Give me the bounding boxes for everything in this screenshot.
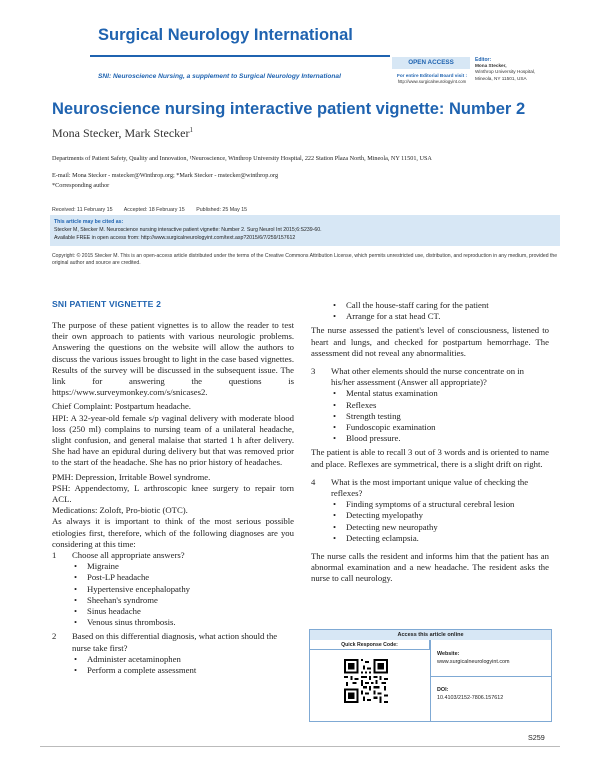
question-number: 4 — [311, 476, 316, 487]
list-item: • Call the house-staff caring for the patient — [333, 300, 549, 311]
author-list — [52, 126, 193, 141]
list-item: • Migraine — [74, 561, 294, 572]
website-label: Website: — [437, 651, 460, 657]
question-number: 2 — [52, 631, 57, 642]
list-item: • Reflexes — [333, 400, 549, 411]
list-item: • Sinus headache — [74, 606, 294, 617]
list-item: • Arrange for a stat head CT. — [333, 311, 549, 322]
question-3-options — [333, 388, 549, 444]
doi-label: DOI: — [437, 687, 449, 693]
corresponding-author-note: *Corresponding author — [52, 182, 110, 189]
question-number: 1 — [52, 550, 57, 561]
journal-subtitle: SNI: Neuroscience Nursing, a supplement to Surgical Neurology International — [98, 73, 341, 80]
right-column — [311, 300, 549, 588]
article-title: Neuroscience nursing interactive patient vignette: Number 2 — [52, 100, 526, 118]
list-item: • Blood pressure. — [333, 433, 549, 444]
citation-box — [50, 215, 560, 246]
list-item: • Perform a complete assessment — [74, 665, 294, 676]
author-emails: E-mail: Mona Stecker - mstecker@Winthrop.org; *Mark Stecker - mstecker@winthrop.org — [52, 172, 279, 179]
question-2-options-left — [74, 654, 294, 676]
section-heading: SNI PATIENT VIGNETTE 2 — [52, 299, 162, 309]
journal-title: Surgical Neurology International — [98, 26, 353, 44]
list-item: • Venous sinus thrombosis. — [74, 617, 294, 628]
list-item: • Administer acetaminophen — [74, 654, 294, 665]
affiliation: Departments of Patient Safety, Quality and Innovation, ¹Neuroscience, Winthrop University Hospital, 222 Station Plaza North, Mineola, NY 11501, USA — [52, 155, 432, 162]
header-divider — [90, 55, 390, 57]
pmh-line: PMH: Depression, Irritable Bowel syndrome. — [52, 471, 211, 482]
list-item: • Post-LP headache — [74, 572, 294, 583]
editor-affiliation-1: Winthrop University Hospital, — [475, 69, 536, 75]
list-item: • Hypertensive encephalopathy — [74, 584, 294, 595]
intro-paragraph: The purpose of these patient vignettes is to allow the reader to test their own approach to patients with various neurologic problems. Answering the questions on the website will allow the authors to discuss the various issues brought to light in the case based vignettes. Results of the survey will be discussed in the subsequent issue. The link for answering the questions is https://www.surveymonkey.com/s/snicases2. — [52, 320, 294, 398]
citation-availability[interactable]: Available FREE in open access from: http://www.surgicalneurologyint.com/text.asp?2015/6/7/259/157612 — [54, 235, 296, 241]
website-link[interactable]: www.surgicalneurologyint.com — [437, 659, 510, 665]
access-article-box — [309, 629, 552, 722]
list-item: • Mental status examination — [333, 388, 549, 399]
question-text: What is the most important unique value of checking the reflexes? — [331, 476, 529, 499]
as-always-paragraph: As always it is important to think of the most serious possible etiologies first, therefore, which of the following diagnoses are you considering at this time: — [52, 516, 294, 549]
page-number: S259 — [528, 733, 545, 742]
question-text: Choose all appropriate answers? — [72, 550, 185, 561]
editor-block — [475, 57, 595, 82]
question-number: 3 — [311, 366, 316, 377]
question-text: Based on this differential diagnosis, what action should the nurse take first? — [72, 631, 278, 653]
authors-text: Mona Stecker, Mark Stecker — [52, 126, 190, 140]
question-2 — [52, 631, 294, 653]
doi-link[interactable]: 10.4103/2152-7806.157612 — [437, 695, 504, 701]
nurse-calls-paragraph: The nurse calls the resident and informs him that the patient has an abnormal examination and a new headache. The resident asks the nurse to call neurology. — [311, 551, 549, 584]
hpi-paragraph: HPI: A 32-year-old female s/p vaginal delivery with moderate blood loss (250 ml) complains to nursing team of a unilateral headache, slight confusion, and general malaise that started 1 h after delivery. She had have an epidural during delivery but that was removed prior to the start of the headache. She has no prior history of headaches. — [52, 412, 294, 468]
publication-dates — [52, 207, 257, 213]
question-2-options-right — [333, 300, 549, 322]
copyright-notice: Copyright: © 2015 Stecker M. This is an open-access article distributed under the terms of the Creative Commons Attribution License, which permits unrestricted use, distribution, and reproduction in any medium, provided the original author and source are credited. — [52, 253, 558, 266]
list-item: • Detecting myelopathy — [333, 510, 549, 521]
medications-line: Medications: Zoloft, Pro-biotic (OTC). — [52, 505, 188, 516]
question-3 — [311, 366, 549, 388]
question-4-options — [333, 499, 549, 544]
psh-line: PSH: Appendectomy, L arthroscopic knee surgery to repair torn ACL. — [52, 482, 294, 505]
qr-code-label: Quick Response Code: — [310, 640, 430, 650]
question-text: What other elements should the nurse concentrate on in his/her assessment (Answer all appropriate)? — [331, 366, 524, 388]
list-item: • Fundoscopic examination — [333, 422, 549, 433]
list-item: • Detecting new neuropathy — [333, 522, 549, 533]
editor-label: Editor: — [475, 57, 492, 63]
accepted-date: Accepted: 18 February 15 — [123, 207, 185, 213]
question-1-options — [74, 561, 294, 628]
editorial-board-label: For entire Editorial Board visit : — [396, 73, 468, 78]
list-item: • Detecting eclampsia. — [333, 533, 549, 544]
left-column — [52, 320, 294, 679]
editor-affiliation-2: Mineola, NY 11501, USA — [475, 75, 527, 81]
list-item: • Sheehan's syndrome — [74, 595, 294, 606]
citation-text: Stecker M, Stecker M. Neuroscience nursing interactive patient vignette: Number 2. Surg Neurol Int 2015;6:S239-60. — [54, 227, 322, 233]
list-item: • Strength testing — [333, 411, 549, 422]
assessment-paragraph: The nurse assessed the patient's level of consciousness, listened to heart and lungs, and checked for postpartum hemorrhage. The assessment did not reveal any abnormalities. — [311, 325, 549, 358]
editor-name: Mona Stecker, — [475, 63, 507, 69]
question-1 — [52, 550, 294, 561]
list-item: • Finding symptoms of a structural cerebral lesion — [333, 499, 549, 510]
open-access-badge: OPEN ACCESS — [392, 57, 470, 69]
access-box-heading: Access this article online — [310, 630, 551, 640]
doi-info — [437, 686, 503, 702]
footer-divider — [40, 746, 560, 747]
recall-paragraph: The patient is able to recall 3 out of 3 words and is oriented to name and place. Reflexes are symmetrical, there is a slight drift on right. — [311, 447, 549, 469]
qr-code-icon[interactable] — [344, 659, 388, 703]
question-4 — [311, 477, 549, 499]
author-superscript: 1 — [189, 126, 193, 134]
citation-heading: This article may be cited as: — [54, 219, 124, 225]
received-date: Received: 11 February 15 — [52, 207, 113, 213]
chief-complaint: Chief Complaint: Postpartum headache. — [52, 401, 191, 412]
published-date: Published: 25 May 15 — [196, 207, 248, 213]
website-info — [437, 650, 510, 666]
editorial-board-link[interactable]: http://www.surgicalneurologyint.com — [397, 79, 467, 84]
